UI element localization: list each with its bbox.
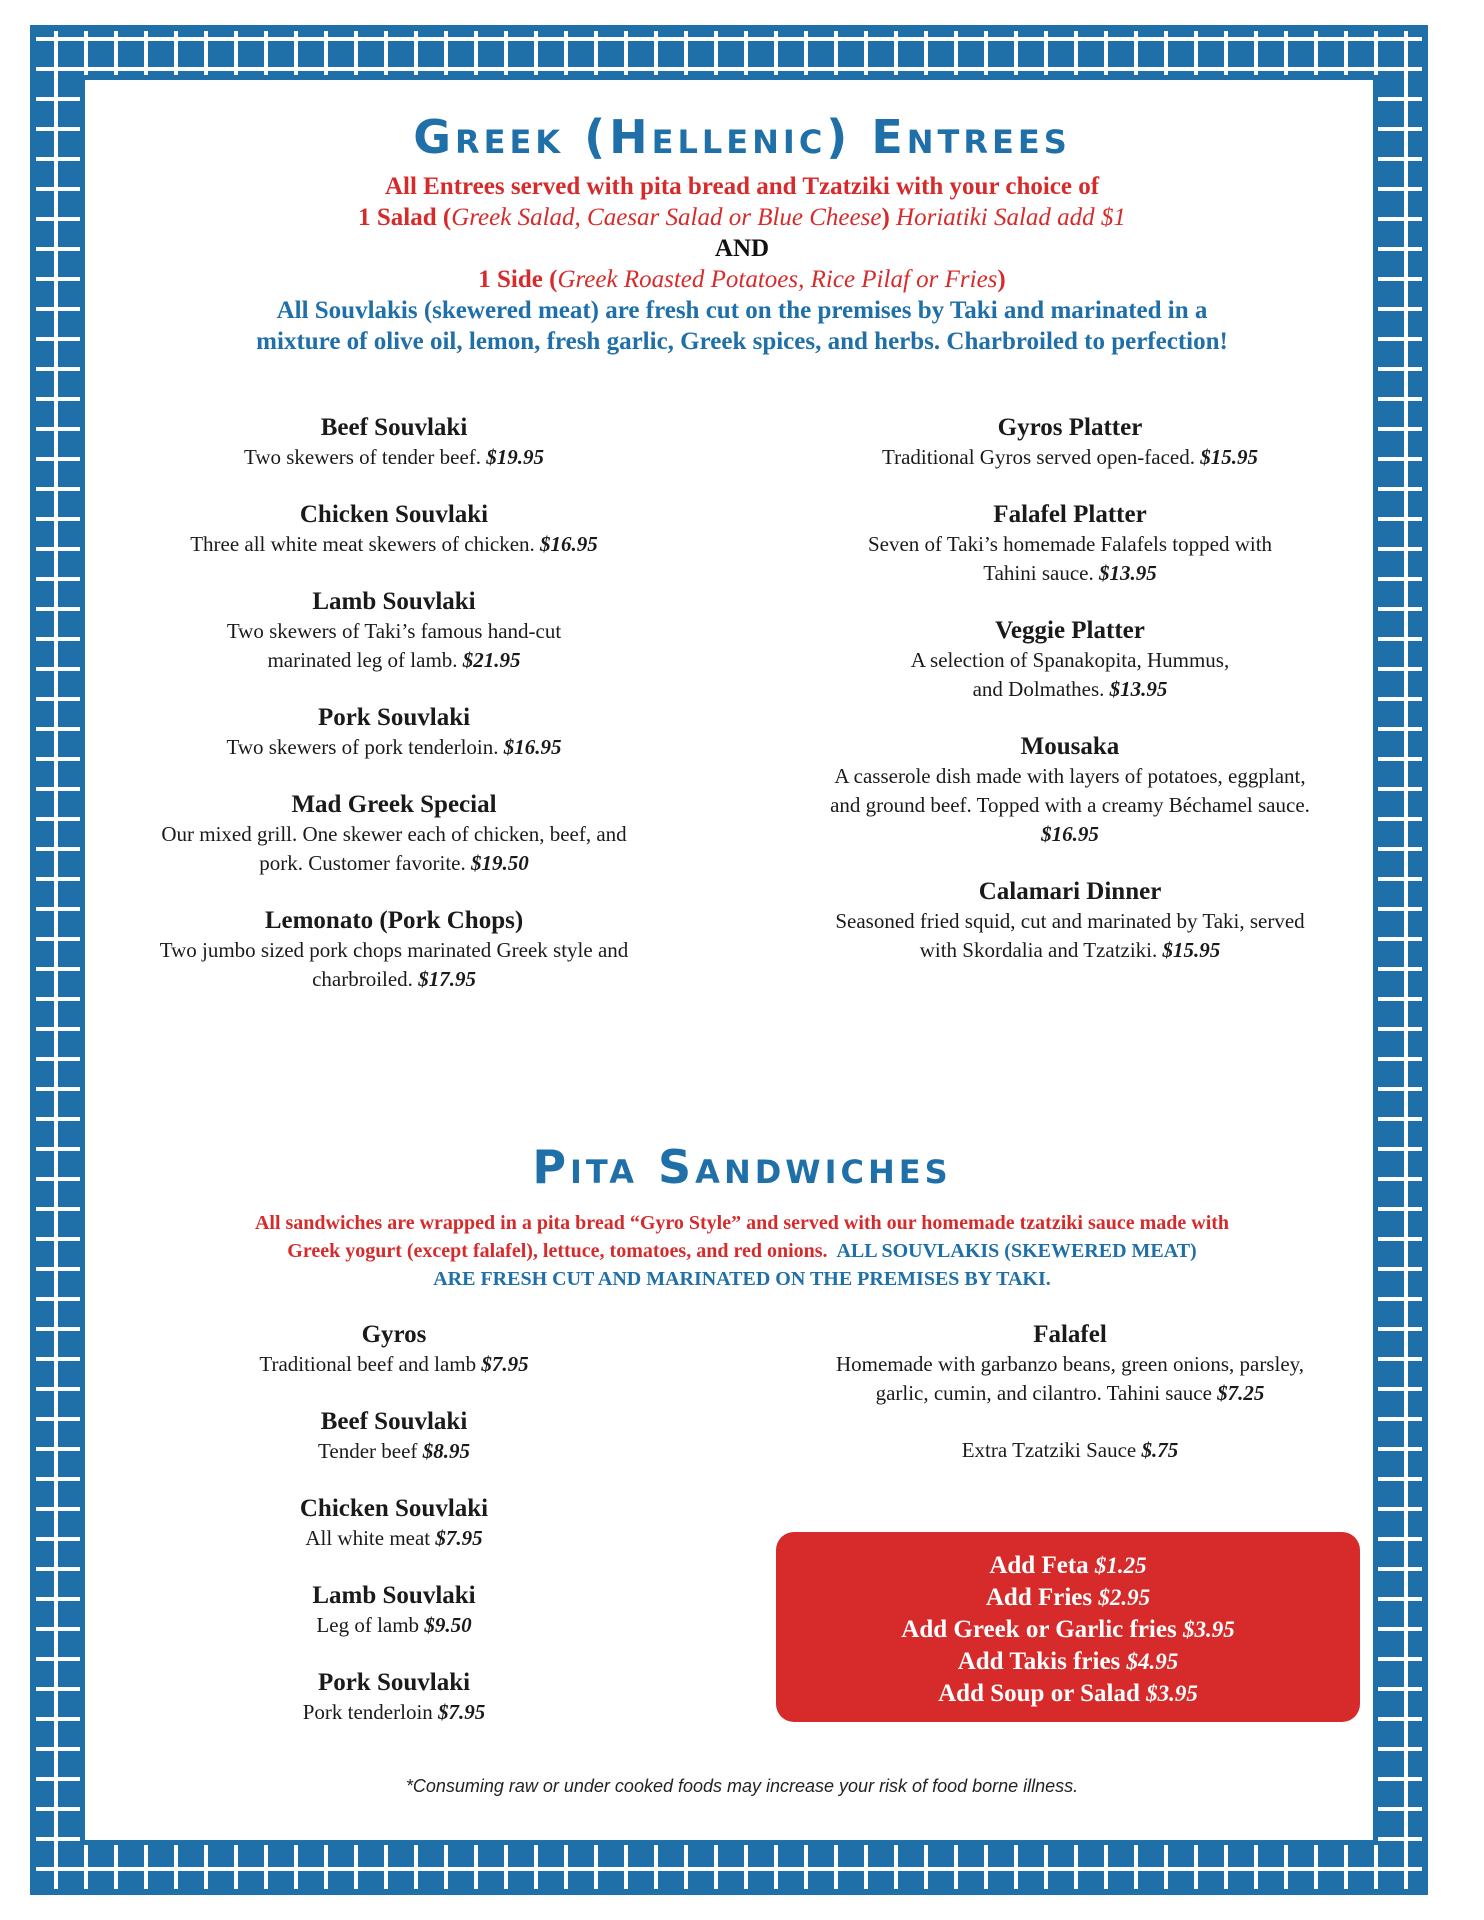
entrees-salad-line xyxy=(84,202,1400,233)
item-name: Chicken Souvlaki xyxy=(299,1495,489,1522)
addon-item xyxy=(776,1614,1360,1646)
item-desc-text: and Dolmathes. xyxy=(972,677,1105,701)
entree-item xyxy=(84,703,704,762)
souvlaki-note-line1: All Souvlakis (skewered meat) are fresh cut on the premises by Taki and marinated in a xyxy=(276,296,1208,324)
sandwiches-intro-red: Greek yogurt (except falafel), lettuce, tomatoes, and red onions. xyxy=(287,1239,828,1262)
item-name: Chicken Souvlaki xyxy=(299,501,489,528)
item-price: $9.50 xyxy=(424,1613,472,1637)
item-desc-line1: A selection of Spanakopita, Hummus, xyxy=(910,648,1230,672)
addon-label: Add Fries xyxy=(985,1584,1093,1611)
sandwich-item xyxy=(84,1581,704,1640)
addon-label: Add Soup or Salad xyxy=(938,1680,1140,1707)
entree-item xyxy=(760,732,1380,849)
item-price: $13.95 xyxy=(1099,561,1157,585)
item-desc xyxy=(760,443,1380,472)
item-price: $15.95 xyxy=(1200,445,1258,469)
sandwich-item xyxy=(84,1668,704,1727)
item-price: $13.95 xyxy=(1109,677,1168,701)
sandwiches-intro-line3: ARE FRESH CUT AND MARINATED ON THE PREMISES BY TAKI. xyxy=(433,1267,1051,1290)
entrees-left-column xyxy=(84,413,704,1022)
item-desc-text: All white meat xyxy=(305,1526,431,1550)
sandwiches-title: Pita Sandwiches xyxy=(532,1140,952,1194)
addon-price: $3.95 xyxy=(1146,1681,1198,1706)
item-desc-line1: Two jumbo sized pork chops marinated Greek style and xyxy=(159,938,629,962)
item-name: Pork Souvlaki xyxy=(317,704,471,731)
item-desc-line2 xyxy=(760,675,1380,704)
addon-label: Add Feta xyxy=(989,1552,1089,1579)
side-close: ) xyxy=(997,265,1006,293)
sandwich-item xyxy=(84,1320,704,1379)
item-desc-text: Extra Tzatziki Sauce xyxy=(961,1438,1137,1462)
food-safety-disclaimer: *Consuming raw or under cooked foods may increase your risk of food borne illness. xyxy=(405,1776,1079,1796)
addon-price: $3.95 xyxy=(1182,1617,1235,1642)
item-desc-line1: Homemade with garbanzo beans, green onions, parsley, xyxy=(835,1352,1305,1376)
item-price: $21.95 xyxy=(462,648,521,672)
item-desc xyxy=(84,1350,704,1379)
item-price: $19.95 xyxy=(486,445,545,469)
item-desc-line2 xyxy=(84,849,704,878)
item-name: Mad Greek Special xyxy=(291,791,497,818)
entrees-and: AND xyxy=(714,234,770,262)
sandwich-item-falafel xyxy=(760,1320,1380,1408)
item-desc-text: charbroiled. xyxy=(312,967,413,991)
salad-close: ) xyxy=(881,203,890,231)
item-desc-text: Tender beef xyxy=(318,1439,418,1463)
entree-item xyxy=(84,587,704,675)
item-desc xyxy=(84,733,704,762)
item-desc-line2 xyxy=(760,936,1380,965)
salad-extra: Horiatiki Salad add $1 xyxy=(889,203,1126,231)
item-name: Lemonato (Pork Chops) xyxy=(264,907,524,934)
item-name: Lamb Souvlaki xyxy=(312,588,476,615)
entree-item xyxy=(84,413,704,472)
item-price: $7.25 xyxy=(1217,1381,1265,1405)
item-name: Falafel Platter xyxy=(993,501,1147,528)
item-name: Mousaka xyxy=(1020,733,1120,760)
item-desc-text: Traditional beef and lamb xyxy=(259,1352,477,1376)
item-desc-line1: Seven of Taki’s homemade Falafels topped with xyxy=(867,532,1273,556)
item-price: $7.95 xyxy=(435,1526,483,1550)
sandwich-item xyxy=(84,1407,704,1466)
item-name: Veggie Platter xyxy=(995,617,1145,644)
entrees-intro-line1: All Entrees served with pita bread and Tzatziki with your choice of xyxy=(384,172,1100,200)
entree-item xyxy=(760,500,1380,588)
souvlaki-note-line2: mixture of olive oil, lemon, fresh garlic, Greek spices, and herbs. Charbroiled to perfection! xyxy=(256,327,1228,355)
item-name: Gyros Platter xyxy=(997,414,1143,441)
item-desc-line1: Seasoned fried squid, cut and marinated by Taki, served xyxy=(835,909,1305,933)
menu-page xyxy=(84,70,1400,1850)
item-desc-text: garlic, cumin, and cilantro. Tahini sauce xyxy=(875,1381,1212,1405)
entree-item xyxy=(760,616,1380,704)
addon-price: $4.95 xyxy=(1126,1649,1179,1674)
sandwiches-intro-blue: ALL SOUVLAKIS (SKEWERED MEAT) xyxy=(836,1239,1197,1262)
item-desc-line1: Our mixed grill. One skewer each of chicken, beef, and xyxy=(161,822,627,846)
side-label: 1 Side ( xyxy=(478,265,558,293)
addon-label: Add Takis fries xyxy=(957,1648,1121,1675)
item-desc-line2 xyxy=(760,1379,1380,1408)
item-desc xyxy=(84,530,704,559)
item-price-line xyxy=(760,820,1380,849)
item-price: $19.50 xyxy=(470,851,529,875)
item-desc-text: pork. Customer favorite. xyxy=(259,851,466,875)
addons-box xyxy=(776,1532,1360,1722)
entree-item xyxy=(760,413,1380,472)
sandwiches-right-column xyxy=(760,1320,1380,1493)
side-options: Greek Roasted Potatoes, Rice Pilaf or Fries xyxy=(557,265,998,293)
item-name: Beef Souvlaki xyxy=(320,414,468,441)
sandwich-item xyxy=(84,1494,704,1553)
item-name: Falafel xyxy=(1033,1321,1107,1348)
entrees-title: Greek (Hellenic) Entrees xyxy=(413,110,1071,164)
addon-item xyxy=(776,1582,1360,1614)
salad-options: Greek Salad, Caesar Salad or Blue Cheese xyxy=(451,203,882,231)
item-desc-text: marinated leg of lamb. xyxy=(267,648,458,672)
item-price: $17.95 xyxy=(418,967,476,991)
item-name: Pork Souvlaki xyxy=(317,1669,471,1696)
item-desc-line2: and ground beef. Topped with a creamy Béchamel sauce. xyxy=(830,793,1310,817)
sandwiches-intro-line2 xyxy=(84,1237,1400,1265)
entrees-right-column xyxy=(760,413,1380,993)
addon-price: $1.25 xyxy=(1094,1553,1147,1578)
item-desc xyxy=(760,1436,1380,1465)
entree-item xyxy=(760,877,1380,965)
item-desc-line2 xyxy=(84,965,704,994)
item-desc xyxy=(84,1524,704,1553)
item-desc-text: Traditional Gyros served open-faced. xyxy=(882,445,1195,469)
item-desc-text: Leg of lamb xyxy=(316,1613,420,1637)
entrees-section xyxy=(84,112,1400,357)
sandwiches-intro-line1: All sandwiches are wrapped in a pita bread “Gyro Style” and served with our homemade tzatziki sauce made with xyxy=(254,1211,1230,1234)
item-desc-text: Two skewers of tender beef. xyxy=(243,445,482,469)
entrees-side-line xyxy=(84,264,1400,295)
item-desc-text: Three all white meat skewers of chicken. xyxy=(190,532,535,556)
item-desc-line2 xyxy=(84,646,704,675)
item-desc-text: Pork tenderloin xyxy=(302,1700,433,1724)
sandwiches-section xyxy=(84,1142,1400,1293)
item-desc-text: Two skewers of pork tenderloin. xyxy=(226,735,499,759)
item-desc-text: with Skordalia and Tzatziki. xyxy=(919,938,1158,962)
item-desc-line1: A casserole dish made with layers of potatoes, eggplant, xyxy=(834,764,1306,788)
item-desc-text: Tahini sauce. xyxy=(983,561,1094,585)
item-name: Gyros xyxy=(361,1321,427,1348)
entree-item xyxy=(84,500,704,559)
salad-label: 1 Salad ( xyxy=(358,203,452,231)
sandwiches-left-column xyxy=(84,1320,704,1755)
item-desc-line1: Two skewers of Taki’s famous hand-cut xyxy=(226,619,562,643)
addon-item xyxy=(776,1646,1360,1678)
addon-item xyxy=(776,1550,1360,1582)
entree-item xyxy=(84,906,704,994)
addon-item xyxy=(776,1678,1360,1710)
entree-item xyxy=(84,790,704,878)
item-price: $16.95 xyxy=(540,532,598,556)
item-name: Lamb Souvlaki xyxy=(312,1582,476,1609)
item-name: Calamari Dinner xyxy=(978,878,1162,905)
item-price: $8.95 xyxy=(422,1439,470,1463)
item-desc xyxy=(84,1611,704,1640)
extra-tzatziki xyxy=(760,1436,1380,1465)
item-price: $16.95 xyxy=(503,735,562,759)
item-price: $7.95 xyxy=(481,1352,529,1376)
item-desc xyxy=(84,1437,704,1466)
item-desc xyxy=(84,1698,704,1727)
item-desc xyxy=(84,443,704,472)
addon-price: $2.95 xyxy=(1098,1585,1151,1610)
addon-label: Add Greek or Garlic fries xyxy=(901,1616,1177,1643)
item-price: $.75 xyxy=(1141,1438,1179,1462)
item-desc-line2 xyxy=(760,559,1380,588)
item-price: $7.95 xyxy=(438,1700,486,1724)
item-price: $15.95 xyxy=(1162,938,1221,962)
item-name: Beef Souvlaki xyxy=(320,1408,468,1435)
item-price: $16.95 xyxy=(1041,822,1099,846)
